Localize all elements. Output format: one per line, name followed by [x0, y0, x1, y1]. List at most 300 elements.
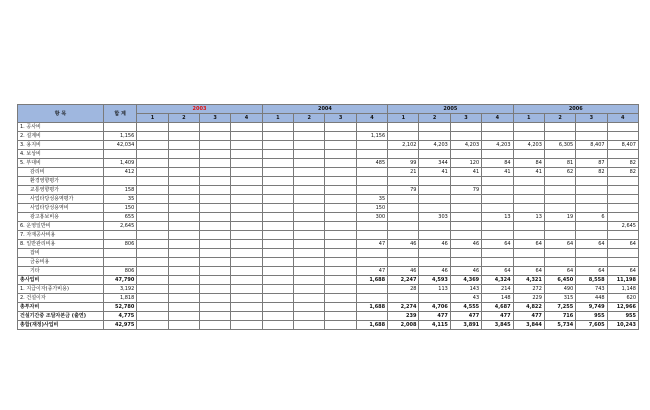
- quarter-value-cell: 3,891: [450, 321, 481, 330]
- quarter-value-cell: [544, 150, 575, 159]
- quarter-value-cell: 41: [419, 168, 450, 177]
- total-cell: 42,975: [103, 321, 136, 330]
- quarter-value-cell: [325, 159, 356, 168]
- quarter-value-cell: [294, 267, 325, 276]
- quarter-value-cell: [356, 177, 387, 186]
- quarter-value-cell: [325, 267, 356, 276]
- quarter-value-cell: [544, 123, 575, 132]
- quarter-value-cell: [482, 204, 513, 213]
- year-header: 2003: [137, 105, 262, 114]
- quarter-value-cell: [168, 123, 199, 132]
- quarter-value-cell: [199, 195, 230, 204]
- quarter-value-cell: [168, 168, 199, 177]
- quarter-value-cell: [356, 168, 387, 177]
- quarter-value-cell: [137, 285, 168, 294]
- total-cell: 412: [103, 168, 136, 177]
- quarter-header: 1: [388, 114, 419, 123]
- quarter-value-cell: [419, 294, 450, 303]
- quarter-value-cell: [262, 213, 293, 222]
- quarter-value-cell: 4,687: [482, 303, 513, 312]
- total-cell: 4,775: [103, 312, 136, 321]
- quarter-value-cell: [137, 132, 168, 141]
- quarter-value-cell: 477: [419, 312, 450, 321]
- row-label: 5. 부대비: [18, 159, 104, 168]
- quarter-value-cell: 113: [419, 285, 450, 294]
- year-header: 2006: [513, 105, 638, 114]
- quarter-value-cell: 214: [482, 285, 513, 294]
- quarter-value-cell: 41: [513, 168, 544, 177]
- quarter-value-cell: 303: [419, 213, 450, 222]
- total-cell: 1,409: [103, 159, 136, 168]
- row-label: 1. 공사비: [18, 123, 104, 132]
- quarter-value-cell: [325, 168, 356, 177]
- quarter-value-cell: [450, 195, 481, 204]
- quarter-value-cell: [482, 222, 513, 231]
- quarter-value-cell: [262, 240, 293, 249]
- quarter-value-cell: [419, 195, 450, 204]
- quarter-value-cell: [450, 123, 481, 132]
- quarter-value-cell: [294, 195, 325, 204]
- quarter-value-cell: 2,645: [607, 222, 638, 231]
- quarter-value-cell: [388, 213, 419, 222]
- row-label: 감리비: [18, 168, 104, 177]
- table-row: [18, 249, 639, 258]
- quarter-value-cell: [607, 132, 638, 141]
- quarter-value-cell: [231, 123, 262, 132]
- row-label: 4. 보상비: [18, 150, 104, 159]
- quarter-value-cell: [262, 321, 293, 330]
- quarter-value-cell: [513, 204, 544, 213]
- quarter-value-cell: [450, 213, 481, 222]
- quarter-value-cell: [231, 213, 262, 222]
- quarter-value-cell: [199, 186, 230, 195]
- total-cell: 158: [103, 186, 136, 195]
- quarter-value-cell: [388, 177, 419, 186]
- quarter-value-cell: [294, 123, 325, 132]
- quarter-value-cell: [294, 186, 325, 195]
- item-column-header: 항 목: [18, 105, 104, 123]
- quarter-value-cell: [231, 132, 262, 141]
- quarter-value-cell: 41: [482, 168, 513, 177]
- quarter-value-cell: [199, 249, 230, 258]
- quarter-value-cell: [544, 231, 575, 240]
- quarter-value-cell: [482, 132, 513, 141]
- quarter-value-cell: [325, 177, 356, 186]
- quarter-value-cell: [513, 195, 544, 204]
- quarter-value-cell: 6,450: [544, 276, 575, 285]
- quarter-value-cell: 7,255: [544, 303, 575, 312]
- quarter-value-cell: [356, 231, 387, 240]
- quarter-value-cell: [294, 249, 325, 258]
- quarter-value-cell: [137, 204, 168, 213]
- quarter-header: 2: [544, 114, 575, 123]
- quarter-value-cell: [168, 240, 199, 249]
- quarter-value-cell: [231, 168, 262, 177]
- table-row: [18, 222, 639, 231]
- quarter-value-cell: [199, 285, 230, 294]
- row-label: 총사업비: [18, 276, 104, 285]
- quarter-value-cell: [294, 168, 325, 177]
- quarter-value-cell: [294, 294, 325, 303]
- quarter-value-cell: 477: [482, 312, 513, 321]
- quarter-value-cell: [544, 249, 575, 258]
- quarter-value-cell: [137, 222, 168, 231]
- quarter-value-cell: [419, 231, 450, 240]
- quarter-value-cell: [513, 231, 544, 240]
- total-cell: 150: [103, 204, 136, 213]
- quarter-value-cell: [231, 159, 262, 168]
- quarter-value-cell: [231, 303, 262, 312]
- quarter-value-cell: [231, 285, 262, 294]
- quarter-value-cell: [262, 159, 293, 168]
- quarter-value-cell: [356, 312, 387, 321]
- quarter-value-cell: 47: [356, 240, 387, 249]
- quarter-value-cell: [199, 231, 230, 240]
- quarter-value-cell: [231, 231, 262, 240]
- quarter-value-cell: [199, 159, 230, 168]
- table-row: [18, 231, 639, 240]
- quarter-value-cell: [294, 159, 325, 168]
- table-row: [18, 240, 639, 249]
- quarter-value-cell: [482, 177, 513, 186]
- quarter-header: 3: [325, 114, 356, 123]
- table-row: [18, 303, 639, 312]
- quarter-value-cell: 4,203: [513, 141, 544, 150]
- quarter-value-cell: [137, 321, 168, 330]
- quarter-value-cell: [231, 258, 262, 267]
- quarter-value-cell: [199, 132, 230, 141]
- quarter-value-cell: [199, 294, 230, 303]
- row-label: 금융비용: [18, 258, 104, 267]
- quarter-value-cell: [356, 258, 387, 267]
- quarter-value-cell: [294, 177, 325, 186]
- quarter-value-cell: 10,243: [607, 321, 638, 330]
- quarter-value-cell: [576, 195, 607, 204]
- table-row: [18, 258, 639, 267]
- table-row: [18, 204, 639, 213]
- quarter-value-cell: [262, 285, 293, 294]
- quarter-value-cell: [513, 123, 544, 132]
- quarter-value-cell: 8,407: [576, 141, 607, 150]
- quarter-value-cell: 143: [450, 285, 481, 294]
- quarter-value-cell: [419, 186, 450, 195]
- quarter-value-cell: [168, 285, 199, 294]
- quarter-value-cell: 64: [482, 267, 513, 276]
- quarter-value-cell: [262, 267, 293, 276]
- total-cell: 35: [103, 195, 136, 204]
- table-row: [18, 321, 639, 330]
- quarter-value-cell: 716: [544, 312, 575, 321]
- quarter-value-cell: 13: [482, 213, 513, 222]
- quarter-value-cell: [137, 249, 168, 258]
- quarter-value-cell: [168, 267, 199, 276]
- quarter-value-cell: [450, 249, 481, 258]
- quarter-value-cell: [294, 222, 325, 231]
- quarter-value-cell: [137, 312, 168, 321]
- quarter-value-cell: [294, 303, 325, 312]
- quarter-value-cell: [482, 249, 513, 258]
- quarter-value-cell: [199, 213, 230, 222]
- quarter-value-cell: 2,274: [388, 303, 419, 312]
- quarter-value-cell: 82: [607, 159, 638, 168]
- quarter-value-cell: [325, 321, 356, 330]
- quarter-value-cell: [513, 186, 544, 195]
- quarter-value-cell: 79: [388, 186, 419, 195]
- quarter-value-cell: [450, 258, 481, 267]
- table-row: [18, 276, 639, 285]
- quarter-value-cell: [419, 132, 450, 141]
- quarter-value-cell: [356, 141, 387, 150]
- quarter-value-cell: [168, 186, 199, 195]
- quarter-value-cell: [607, 204, 638, 213]
- quarter-value-cell: [262, 294, 293, 303]
- quarter-value-cell: 28: [388, 285, 419, 294]
- quarter-value-cell: [576, 222, 607, 231]
- quarter-value-cell: 4,822: [513, 303, 544, 312]
- quarter-value-cell: [513, 150, 544, 159]
- row-label: 총합(재정)사업비: [18, 321, 104, 330]
- row-label: 사업타당성용역평가: [18, 195, 104, 204]
- quarter-header: 3: [199, 114, 230, 123]
- quarter-value-cell: [294, 276, 325, 285]
- quarter-value-cell: [168, 258, 199, 267]
- quarter-value-cell: 477: [450, 312, 481, 321]
- total-cell: [103, 177, 136, 186]
- quarter-value-cell: [199, 276, 230, 285]
- quarter-value-cell: [576, 258, 607, 267]
- quarter-value-cell: 46: [450, 240, 481, 249]
- quarter-value-cell: [262, 150, 293, 159]
- quarter-value-cell: [356, 123, 387, 132]
- table-row: [18, 312, 639, 321]
- quarter-value-cell: [137, 195, 168, 204]
- quarter-value-cell: 12,966: [607, 303, 638, 312]
- quarter-value-cell: [388, 249, 419, 258]
- row-label: 2. 설계비: [18, 132, 104, 141]
- quarter-value-cell: [325, 186, 356, 195]
- table-row: [18, 267, 639, 276]
- quarter-value-cell: 46: [419, 267, 450, 276]
- quarter-value-cell: [419, 150, 450, 159]
- quarter-value-cell: 79: [450, 186, 481, 195]
- quarter-value-cell: [294, 150, 325, 159]
- quarter-value-cell: 64: [513, 267, 544, 276]
- quarter-value-cell: 4,369: [450, 276, 481, 285]
- table-row: [18, 159, 639, 168]
- quarter-value-cell: 46: [450, 267, 481, 276]
- quarter-value-cell: 4,593: [419, 276, 450, 285]
- total-cell: 655: [103, 213, 136, 222]
- quarter-value-cell: [388, 222, 419, 231]
- quarter-value-cell: [137, 276, 168, 285]
- quarter-value-cell: [356, 285, 387, 294]
- row-label: 총투자비: [18, 303, 104, 312]
- quarter-value-cell: 1,148: [607, 285, 638, 294]
- quarter-value-cell: [168, 150, 199, 159]
- table-row: [18, 285, 639, 294]
- quarter-value-cell: [419, 258, 450, 267]
- quarter-value-cell: 41: [450, 168, 481, 177]
- quarter-value-cell: 4,203: [450, 141, 481, 150]
- quarter-value-cell: 229: [513, 294, 544, 303]
- quarter-value-cell: 3,845: [482, 321, 513, 330]
- quarter-value-cell: [168, 213, 199, 222]
- quarter-value-cell: [262, 312, 293, 321]
- quarter-header: 1: [513, 114, 544, 123]
- quarter-value-cell: [450, 150, 481, 159]
- quarter-value-cell: [513, 249, 544, 258]
- quarter-value-cell: [199, 240, 230, 249]
- table-row: [18, 213, 639, 222]
- quarter-value-cell: [576, 204, 607, 213]
- quarter-value-cell: 47: [356, 267, 387, 276]
- quarter-value-cell: [231, 240, 262, 249]
- total-cell: 1,156: [103, 132, 136, 141]
- quarter-value-cell: [544, 177, 575, 186]
- quarter-value-cell: [325, 231, 356, 240]
- quarter-value-cell: [137, 294, 168, 303]
- quarter-value-cell: 9,749: [576, 303, 607, 312]
- quarter-value-cell: [482, 258, 513, 267]
- quarter-value-cell: 743: [576, 285, 607, 294]
- quarter-value-cell: [231, 312, 262, 321]
- quarter-header: 4: [607, 114, 638, 123]
- quarter-value-cell: [388, 294, 419, 303]
- quarter-header: 1: [262, 114, 293, 123]
- total-cell: [103, 123, 136, 132]
- quarter-value-cell: [137, 303, 168, 312]
- quarter-value-cell: [388, 204, 419, 213]
- quarter-value-cell: [231, 249, 262, 258]
- quarter-value-cell: 99: [388, 159, 419, 168]
- row-label: 6. 운영일반비: [18, 222, 104, 231]
- quarter-value-cell: [262, 204, 293, 213]
- row-label: 광고홍보비용: [18, 213, 104, 222]
- quarter-value-cell: 46: [388, 267, 419, 276]
- quarter-value-cell: 46: [419, 240, 450, 249]
- quarter-value-cell: 272: [513, 285, 544, 294]
- quarter-value-cell: [388, 132, 419, 141]
- quarter-value-cell: [231, 294, 262, 303]
- quarter-value-cell: [199, 168, 230, 177]
- quarter-value-cell: [576, 132, 607, 141]
- quarter-value-cell: [199, 312, 230, 321]
- quarter-value-cell: [325, 123, 356, 132]
- quarter-value-cell: [450, 222, 481, 231]
- quarter-value-cell: [168, 204, 199, 213]
- quarter-value-cell: [168, 321, 199, 330]
- quarter-header: 4: [356, 114, 387, 123]
- quarter-value-cell: [576, 123, 607, 132]
- quarter-value-cell: [607, 231, 638, 240]
- quarter-value-cell: 477: [513, 312, 544, 321]
- quarter-value-cell: [231, 321, 262, 330]
- quarter-value-cell: [168, 177, 199, 186]
- row-label: 기타: [18, 267, 104, 276]
- quarter-value-cell: [419, 249, 450, 258]
- quarter-value-cell: [576, 186, 607, 195]
- quarter-value-cell: [137, 141, 168, 150]
- quarter-value-cell: [388, 123, 419, 132]
- quarter-value-cell: 64: [482, 240, 513, 249]
- quarter-header: 2: [294, 114, 325, 123]
- quarter-value-cell: [199, 150, 230, 159]
- quarter-value-cell: [199, 141, 230, 150]
- quarter-value-cell: [137, 168, 168, 177]
- quarter-value-cell: [356, 186, 387, 195]
- quarter-value-cell: 239: [388, 312, 419, 321]
- row-label: 3. 용지비: [18, 141, 104, 150]
- quarter-value-cell: [325, 222, 356, 231]
- quarter-value-cell: [168, 303, 199, 312]
- quarter-value-cell: [262, 276, 293, 285]
- quarter-value-cell: [262, 222, 293, 231]
- quarter-value-cell: [356, 150, 387, 159]
- quarter-value-cell: 4,115: [419, 321, 450, 330]
- quarter-header: 1: [137, 114, 168, 123]
- row-label: 건설기간중 조달자본금 (출연): [18, 312, 104, 321]
- quarter-value-cell: [168, 195, 199, 204]
- quarter-value-cell: [294, 258, 325, 267]
- quarter-value-cell: [294, 321, 325, 330]
- quarter-value-cell: [419, 123, 450, 132]
- quarter-value-cell: [137, 240, 168, 249]
- quarter-value-cell: 35: [356, 195, 387, 204]
- total-cell: 1,818: [103, 294, 136, 303]
- quarter-value-cell: 1,688: [356, 321, 387, 330]
- table-row: [18, 132, 639, 141]
- quarter-value-cell: [294, 312, 325, 321]
- quarter-value-cell: [325, 303, 356, 312]
- quarter-value-cell: [294, 213, 325, 222]
- quarter-value-cell: [199, 222, 230, 231]
- quarter-value-cell: [262, 177, 293, 186]
- quarter-value-cell: [388, 231, 419, 240]
- quarter-value-cell: [544, 132, 575, 141]
- quarter-value-cell: 448: [576, 294, 607, 303]
- quarter-value-cell: 46: [388, 240, 419, 249]
- quarter-value-cell: 2,008: [388, 321, 419, 330]
- quarter-value-cell: 1,688: [356, 303, 387, 312]
- total-column-header: 합 계: [103, 105, 136, 123]
- quarter-value-cell: [325, 240, 356, 249]
- quarter-value-cell: [231, 150, 262, 159]
- quarter-header: 3: [450, 114, 481, 123]
- quarter-value-cell: [325, 141, 356, 150]
- quarter-value-cell: [576, 249, 607, 258]
- quarter-value-cell: [482, 186, 513, 195]
- total-cell: 52,780: [103, 303, 136, 312]
- quarter-value-cell: [325, 249, 356, 258]
- quarter-value-cell: 5,734: [544, 321, 575, 330]
- quarter-value-cell: [168, 141, 199, 150]
- quarter-value-cell: [450, 132, 481, 141]
- quarter-value-cell: [231, 222, 262, 231]
- quarter-value-cell: [231, 195, 262, 204]
- quarter-value-cell: 81: [544, 159, 575, 168]
- quarter-value-cell: [325, 276, 356, 285]
- quarter-value-cell: [419, 204, 450, 213]
- year-header-row: [18, 105, 639, 114]
- quarter-value-cell: [199, 204, 230, 213]
- quarter-value-cell: [294, 285, 325, 294]
- quarter-value-cell: [231, 276, 262, 285]
- quarter-value-cell: 955: [576, 312, 607, 321]
- quarter-value-cell: [450, 231, 481, 240]
- quarter-value-cell: [356, 249, 387, 258]
- year-header: 2004: [262, 105, 387, 114]
- quarter-value-cell: [325, 285, 356, 294]
